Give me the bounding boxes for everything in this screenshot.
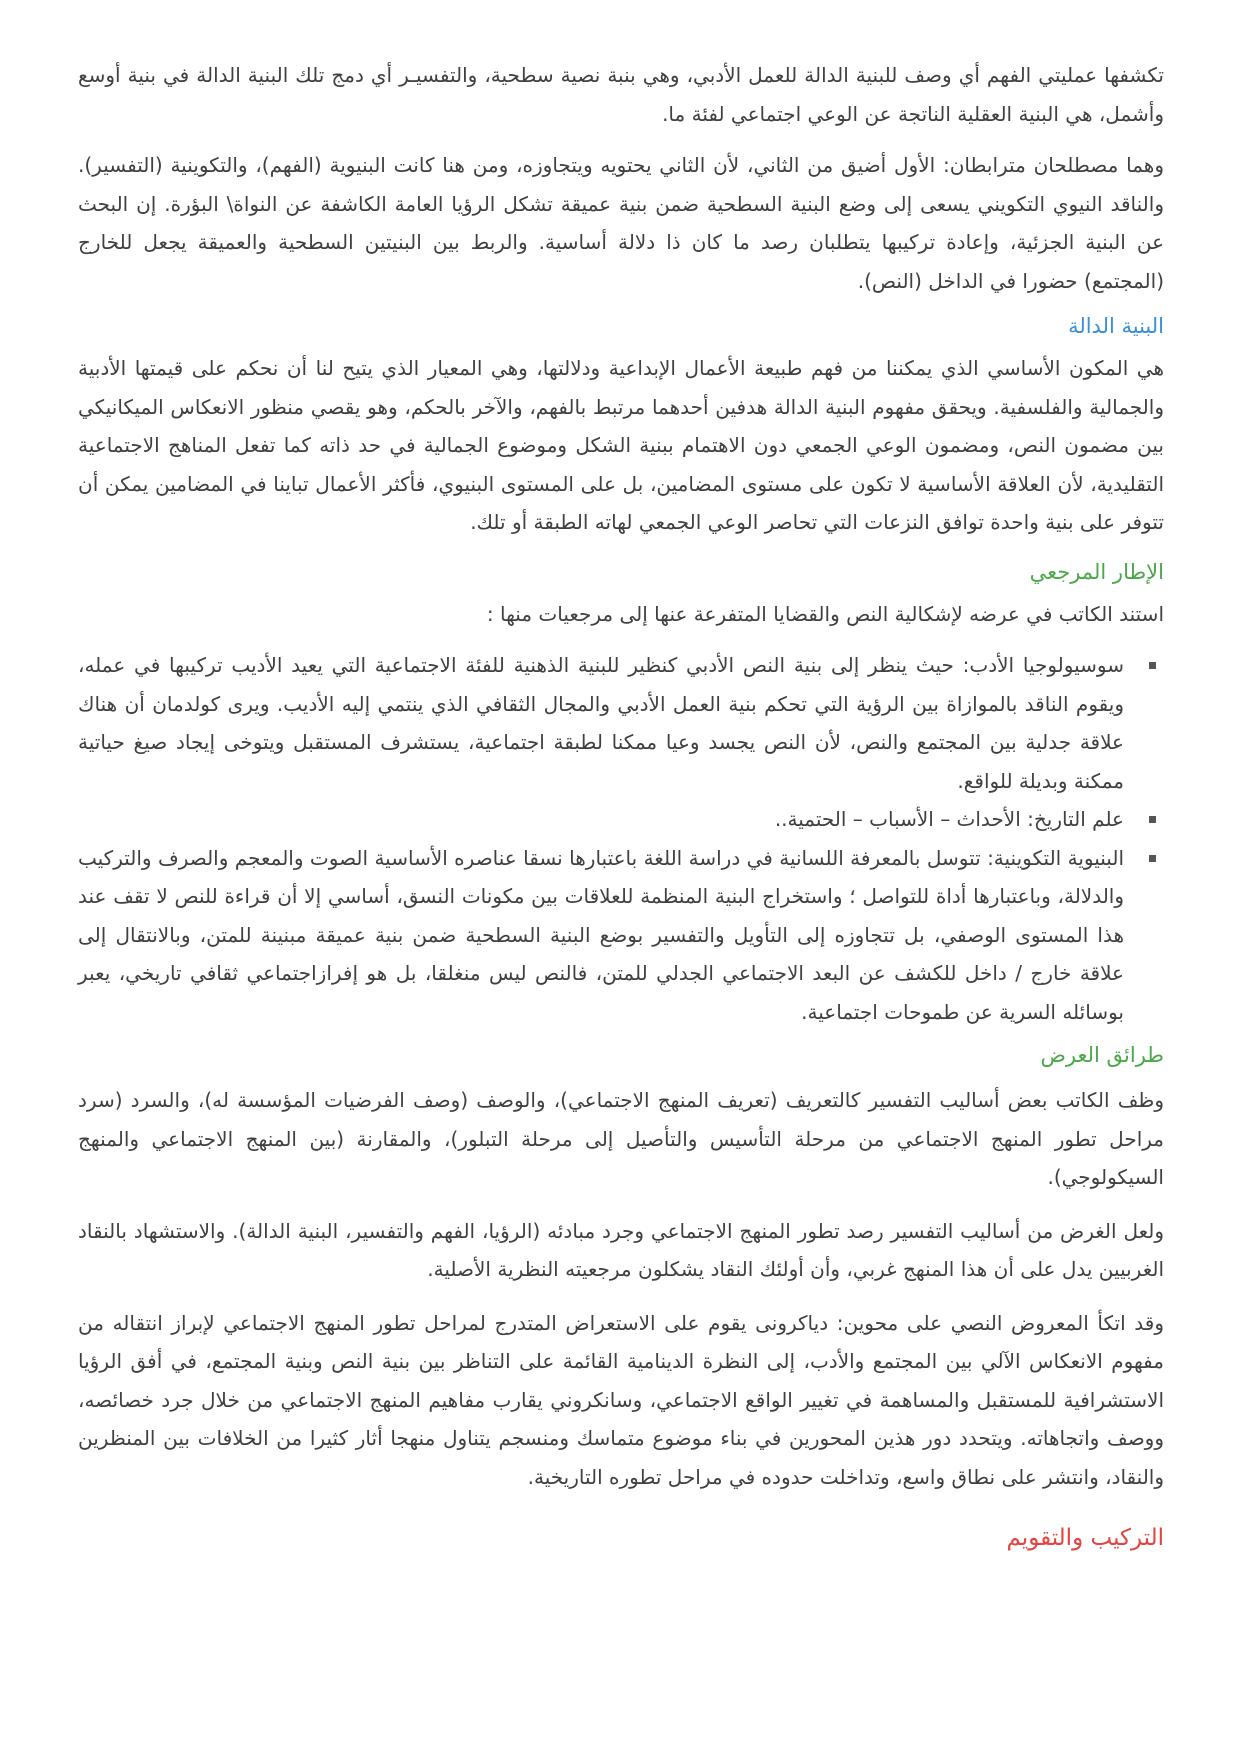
paragraph-methods-2: ولعل الغرض من أساليب التفسير رصد تطور المنهج الاجتماعي وجرد مبادئه (الرؤيا، الفهم والتفسير، البنية الدالة). والاستشهاد بالنقاد الغربيين يدل على أن هذا المنهج غربي، وأن أولئك النقاد يشكلون مرجعيته النظرية الأصلية. [78,1218,1164,1281]
heading-presentation-methods: طرائق العرض [1040,1043,1164,1067]
paragraph-methods-1: وظف الكاتب بعض أساليب التفسير كالتعريف (تعريف المنهج الاجتماعي)، والوصف (وصف الفرضيات المؤسسة له)، والسرد (سرد مراحل تطور المنهج الاجتماعي من مرحلة التأسيس والتأصيل إلى مرحلة التبلور)، والمقارنة (بين المنهج الاجتماعي والمنهج السيكولوجي). [78,1088,1164,1189]
document-page [78,56,1164,1558]
list-item: سوسيولوجيا الأدب: حيث ينظر إلى بنية النص الأدبي كنظير للبنية الذهنية للفئة الاجتماعية التي يعيد الأديب تركيبها في عمله، ويقوم الناقد بالموازاة بين الرؤية التي تحكم بنية العمل الأدبي والمجال الثقافي الذي ينتمي إليه الأديب. ويرى كولدمان أن هناك علاقة جدلية بين المجتمع والنص، لأن النص يجسد وعيا ممكنا لطبقة اجتماعية، يستشرف المستقبل ويتوخى إيجاد صيغ حياتية ممكنة وبديلة للواقع. [78,646,1164,800]
reference-list [78,646,1164,1031]
heading-signifying-structure: البنية الدالة [1068,314,1164,338]
paragraph-intro-2: وهما مصطلحان مترابطان: الأول أضيق من الثاني، لأن الثاني يحتويه ويتجاوزه، ومن هنا كانت البنيوية (الفهم)، والتكوينية (التفسير). والناقد النيوي التكويني يسعى إلى وضع البنية السطحية ضمن بنية عميقة تشكل الرؤيا العامة الكاشفة عن النواة\ البؤرة. إن البحث عن البنية الجزئية، وإعادة تركيبها يتطلبان رصد ما كان ذا دلالة أساسية. والربط بين البنيتين السطحية والعميقة يجعل للخارج (المجتمع) حضورا في الداخل (النص). [78,153,1164,293]
heading-synthesis-evaluation: التركيب والتقويم [1006,1525,1164,1551]
heading-reference-framework: الإطار المرجعي [1029,559,1164,584]
paragraph-intro-1: تكشفها عمليتي الفهم أي وصف للبنية الدالة للعمل الأدبي، وهي بنبة نصية سطحية، والتفسيـر أي دمج تلك البنية الدالة في بنية أوسع وأشمل، هي البنية العقلية الناتجة عن الوعي اجتماعي لفئة ما. [78,63,1164,126]
list-item: علم التاريخ: الأحداث – الأسباب – الحتمية.. [78,800,1164,839]
paragraph-reference-intro: استند الكاتب في عرضه لإشكالية النص والقضايا المتفرعة عنها إلى مرجعيات منها : [486,601,1164,626]
list-item: البنيوية التكوينية: تتوسل بالمعرفة اللسانية في دراسة اللغة باعتبارها نسقا عناصره الأساسية الصوت والمعجم والصرف والتركيب والدلالة، وباعتبارها أداة للتواصل ؛ واستخراج البنية المنظمة للعلاقات بين مكونات النسق، أساسي إلا أن قراءة للنص لا تقف عند هذا المستوى الوصفي، بل تتجاوزه إلى التأويل والتفسير بوضع البنية السطحية ضمن بنية عميقة مبنينة للمتن، وبالانتقال إلى علاقة خارج / داخل للكشف عن البعد الاجتماعي الجدلي للمتن، فالنص ليس منغلقا، بل هو إفرازاجتماعي ثقافي تاريخي، يعبر بوسائله السرية عن طموحات اجتماعية. [78,839,1164,1032]
paragraph-signifying-structure: هي المكون الأساسي الذي يمكننا من فهم طبيعة الأعمال الإبداعية ودلالتها، وهي المعيار الذي يتيح لنا أن نحكم على قيمتها الأدبية والجمالية والفلسفية. ويحقق مفهوم البنية الدالة هدفين أحدهما مرتبط بالفهم، والآخر بالحكم، وهو يقصي منظور الانعكاس الميكانيكي بين مضمون النص، ومضمون الوعي الجمعي دون الاهتمام ببنية الشكل وموضوع الجمالية في حد ذاته كما تفعل المناهج الاجتماعية التقليدية، لأن العلاقة الأساسية لا تكون على مستوى المضامين، بل على المستوى البنيوي، فأكثر الأعمال تباينا في المضامين يمكن أن تتوفر على بنية واحدة توافق النزعات التي تحاصر الوعي الجمعي لهاته الطبقة أو تلك. [78,356,1164,534]
paragraph-methods-3: وقد اتكأ المعروض النصي على محوين: دياكرونى يقوم على الاستعراض المتدرج لمراحل تطور المنهج الاجتماعي لإبراز انتقاله من مفهوم الانعكاس الآلي بين المجتمع والأدب، إلى النظرة الدينامية القائمة على التناظر بين بنية النص وبنية المجتمع، في أفق الرؤيا الاستشرافية للمستقبل والمساهمة في تغيير الواقع الاجتماعي، وسانكروني يقارب مفاهيم المنهج الاجتماعي من خلال جرد خصائصه، ووصف واتجاهاته. ويتحدد دور هذين المحورين في بناء موضوع متماسك ومنسجم يتناول منهجا أثار كثيرا من الخلافات بين المنظرين والنقاد، وانتشر على نطاق واسع، وتداخلت حدوده في مراحل تطوره التاريخية. [78,1310,1164,1489]
